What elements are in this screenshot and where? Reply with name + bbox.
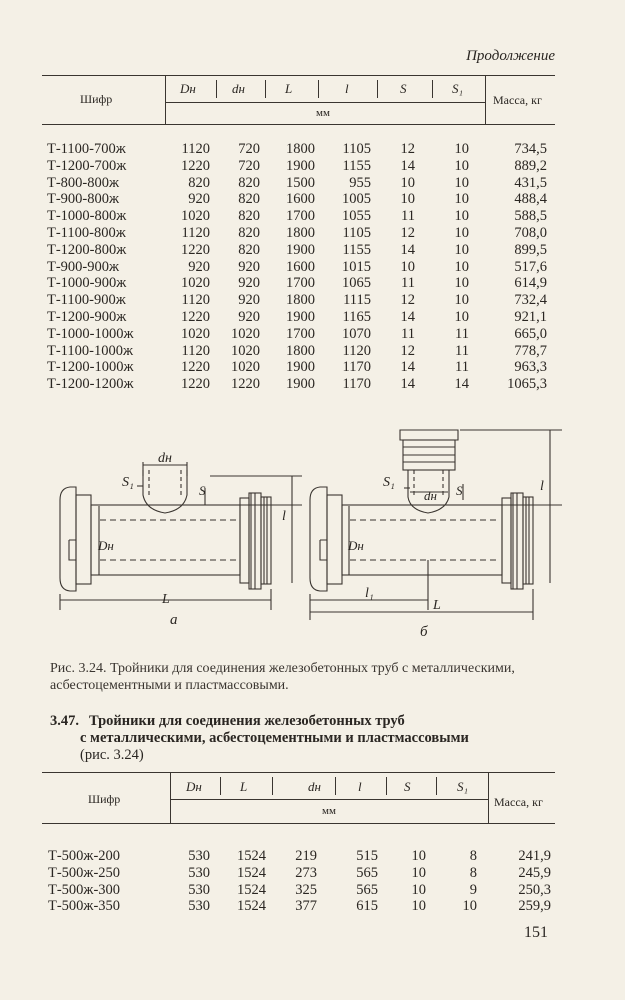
cell-dn: 720 [238, 141, 260, 157]
cell-l: 1165 [342, 309, 371, 325]
cell-dn: 1020 [231, 325, 260, 342]
cell-code: Т-1200-700ж [47, 157, 127, 174]
cell-Dn: 1220 [181, 309, 210, 325]
fig-a-S1: S₁ [122, 475, 134, 490]
cell-mass: 963,3 [514, 359, 547, 376]
cell-L: 1700 [286, 275, 315, 292]
cell-l: 1070 [342, 325, 371, 342]
cell-L: 1900 [286, 309, 315, 325]
cell-mass: 245,9 [518, 864, 551, 881]
fig-b-L: L [433, 598, 441, 613]
cell-l: 565 [356, 864, 378, 881]
cell-code: Т-1200-900ж [47, 309, 127, 325]
section-title-line2: с металлическими, асбестоцементными и пластмассовыми [80, 730, 469, 746]
section-title-line1: Тройники для соединения железобетонных труб [89, 713, 405, 729]
table-row [0, 848, 625, 865]
cell-L: 1524 [237, 848, 266, 864]
t1-header-S: S [400, 81, 407, 96]
cell-S1: 10 [454, 309, 469, 325]
table-row [0, 208, 625, 225]
table-row [0, 175, 625, 192]
cell-S1: 8 [469, 864, 477, 881]
cell-S1: 10 [454, 225, 469, 241]
cell-mass: 665,0 [514, 325, 547, 342]
cell-code: Т-900-900ж [47, 258, 120, 275]
cell-mass: 921,1 [514, 309, 547, 325]
t1-header-code: Шифр [80, 92, 113, 106]
cell-mass: 488,4 [514, 191, 547, 208]
cell-mass: 517,6 [514, 258, 547, 275]
cell-S1: 10 [454, 241, 469, 258]
cell-L: 1900 [286, 241, 315, 258]
cell-Dn: 1120 [181, 225, 210, 241]
fig-b-l: l [540, 479, 544, 494]
cell-L: 1524 [237, 898, 266, 915]
cell-L: 1700 [286, 325, 315, 342]
table-row [0, 242, 625, 259]
cell-dn: 273 [295, 864, 317, 881]
cell-Dn: 530 [188, 898, 210, 915]
fig-a-Dn: Dн [98, 538, 114, 553]
cell-dn: 720 [238, 157, 260, 174]
cell-dn: 1220 [231, 376, 260, 393]
cell-mass: 899,5 [514, 241, 547, 258]
cell-L: 1700 [286, 208, 315, 225]
cell-code: Т-1000-1000ж [47, 325, 134, 342]
fig-b-S1: S₁ [383, 475, 395, 490]
table-row [0, 343, 625, 360]
section-number: 3.47. [50, 713, 79, 729]
cell-code: Т-500ж-200 [48, 848, 121, 864]
continuation-label: Продолжение [466, 48, 555, 64]
t1-header-L: L [285, 81, 293, 96]
cell-S: 11 [401, 325, 415, 342]
cell-L: 1524 [237, 864, 266, 881]
cell-S1: 14 [454, 376, 469, 393]
table-row [0, 141, 625, 158]
cell-S: 12 [400, 342, 415, 359]
cell-S: 14 [400, 376, 415, 393]
table-row [0, 275, 625, 292]
cell-mass: 588,5 [514, 208, 547, 225]
fig-a-l: l [282, 509, 286, 524]
fig-b-Dn: Dн [348, 538, 364, 553]
t2-header-Dn: Dн [186, 779, 202, 794]
table-row [0, 376, 625, 393]
cell-S: 11 [401, 275, 415, 292]
fig-b-S: S [456, 483, 463, 498]
cell-L: 1600 [286, 258, 315, 275]
fig-a-label: а [170, 612, 178, 628]
cell-L: 1600 [286, 191, 315, 208]
table-row [0, 292, 625, 309]
cell-dn: 377 [295, 898, 317, 915]
cell-dn: 820 [238, 174, 260, 191]
t2-header-unit: мм [322, 805, 336, 817]
cell-S1: 10 [462, 898, 477, 915]
cell-l: 615 [356, 898, 378, 915]
cell-S1: 10 [454, 292, 469, 309]
cell-Dn: 1120 [181, 292, 210, 309]
section-title-line3: (рис. 3.24) [80, 747, 144, 763]
cell-L: 1800 [286, 141, 315, 157]
t2-header-dn: dн [308, 779, 321, 794]
cell-mass: 778,7 [514, 342, 547, 359]
table-row [0, 359, 625, 376]
t2-header-l: l [358, 779, 362, 794]
cell-S: 10 [411, 864, 426, 881]
cell-mass: 734,5 [514, 141, 547, 157]
cell-dn: 920 [238, 309, 260, 325]
fig-a-S: S [199, 483, 206, 498]
cell-L: 1900 [286, 359, 315, 376]
cell-S: 12 [400, 292, 415, 309]
cell-code: Т-500ж-350 [48, 898, 121, 915]
cell-mass: 1065,3 [507, 376, 547, 393]
cell-dn: 820 [238, 225, 260, 241]
t2-header-code: Шифр [88, 792, 121, 806]
cell-S: 12 [400, 141, 415, 157]
table-row [0, 882, 625, 899]
cell-dn: 920 [238, 258, 260, 275]
cell-S1: 8 [469, 848, 477, 864]
cell-l: 1005 [342, 191, 371, 208]
cell-S: 10 [400, 174, 415, 191]
cell-S1: 10 [454, 157, 469, 174]
cell-S1: 10 [454, 141, 469, 157]
cell-code: Т-1200-800ж [47, 241, 127, 258]
cell-dn: 325 [295, 881, 317, 898]
cell-mass: 708,0 [514, 225, 547, 241]
cell-code: Т-1100-800ж [47, 225, 126, 241]
cell-S: 14 [400, 359, 415, 376]
cell-code: Т-1200-1000ж [47, 359, 134, 376]
table-row [0, 191, 625, 208]
cell-L: 1800 [286, 342, 315, 359]
cell-Dn: 530 [188, 848, 210, 864]
cell-code: Т-500ж-300 [48, 881, 121, 898]
t1-header-dn: dн [232, 81, 245, 96]
table-row [0, 158, 625, 175]
fig-b-dn: dн [424, 488, 437, 503]
cell-S1: 10 [454, 275, 469, 292]
cell-code: Т-1000-900ж [47, 275, 127, 292]
table-row [0, 309, 625, 326]
cell-S: 14 [400, 309, 415, 325]
cell-code: Т-1100-1000ж [47, 342, 133, 359]
cell-L: 1524 [237, 881, 266, 898]
cell-dn: 219 [295, 848, 317, 864]
t1-header-unit: мм [316, 107, 330, 119]
cell-S1: 10 [454, 258, 469, 275]
cell-S: 10 [411, 848, 426, 864]
fig-a-L: L [162, 592, 170, 607]
cell-Dn: 530 [188, 881, 210, 898]
figure-caption: Рис. 3.24. Тройники для соединения железобетонных труб с металлическими, асбестоцементными и пластмассовыми. [50, 661, 515, 693]
cell-S1: 10 [454, 208, 469, 225]
cell-Dn: 530 [188, 864, 210, 881]
cell-L: 1900 [286, 376, 315, 393]
t2-header-S: S [404, 779, 411, 794]
cell-mass: 241,9 [518, 848, 551, 864]
cell-code: Т-500ж-250 [48, 864, 121, 881]
cell-S: 14 [400, 157, 415, 174]
cell-Dn: 1220 [181, 359, 210, 376]
fig-b-label: б [420, 624, 428, 640]
cell-l: 1115 [343, 292, 371, 309]
cell-L: 1900 [286, 157, 315, 174]
tee-drawing-b [310, 430, 562, 620]
cell-code: Т-1000-800ж [47, 208, 127, 225]
cell-l: 1170 [342, 359, 371, 376]
cell-code: Т-1100-700ж [47, 141, 126, 157]
cell-S1: 11 [455, 359, 469, 376]
cell-l: 1015 [342, 258, 371, 275]
cell-L: 1500 [286, 174, 315, 191]
cell-dn: 1020 [231, 342, 260, 359]
table-row [0, 326, 625, 343]
cell-Dn: 1120 [181, 141, 210, 157]
cell-mass: 250,3 [518, 881, 551, 898]
cell-Dn: 820 [188, 174, 210, 191]
cell-l: 1105 [342, 141, 371, 157]
cell-dn: 920 [238, 275, 260, 292]
cell-l: 1120 [342, 342, 371, 359]
cell-Dn: 1220 [181, 157, 210, 174]
table-row [0, 865, 625, 882]
cell-S: 10 [400, 191, 415, 208]
cell-S1: 11 [455, 325, 469, 342]
fig-b-l1: l₁ [365, 586, 374, 601]
cell-dn: 820 [238, 241, 260, 258]
tee-drawing [0, 420, 625, 650]
cell-dn: 820 [238, 191, 260, 208]
cell-Dn: 1020 [181, 208, 210, 225]
cell-S: 14 [400, 241, 415, 258]
table-row [0, 259, 625, 276]
cell-S1: 11 [455, 342, 469, 359]
cell-l: 515 [356, 848, 378, 864]
cell-mass: 431,5 [514, 174, 547, 191]
cell-l: 1170 [342, 376, 371, 393]
cell-S1: 9 [469, 881, 477, 898]
cell-dn: 820 [238, 208, 260, 225]
t2-header-L: L [240, 779, 248, 794]
cell-mass: 259,9 [518, 898, 551, 915]
cell-dn: 1020 [231, 359, 260, 376]
cell-mass: 889,2 [514, 157, 547, 174]
cell-S: 12 [400, 225, 415, 241]
cell-mass: 614,9 [514, 275, 547, 292]
cell-S: 10 [411, 898, 426, 915]
cell-code: Т-900-800ж [47, 191, 120, 208]
cell-l: 565 [356, 881, 378, 898]
cell-L: 1800 [286, 225, 315, 241]
cell-code: Т-800-800ж [47, 174, 120, 191]
t1-header-S1: S₁ [452, 81, 464, 96]
t2-header-mass: Масса, кг [494, 795, 543, 809]
cell-l: 1105 [342, 225, 371, 241]
cell-mass: 732,4 [514, 292, 547, 309]
cell-dn: 920 [238, 292, 260, 309]
cell-S: 11 [401, 208, 415, 225]
cell-Dn: 1220 [181, 241, 210, 258]
cell-code: Т-1100-900ж [47, 292, 126, 309]
cell-l: 1155 [342, 157, 371, 174]
cell-Dn: 920 [188, 258, 210, 275]
cell-Dn: 1020 [181, 275, 210, 292]
cell-S: 10 [400, 258, 415, 275]
cell-l: 955 [349, 174, 371, 191]
fig-a-dn: dн [158, 451, 172, 466]
t2-header-S1: S₁ [457, 779, 469, 794]
table-row [0, 225, 625, 242]
t1-header-Dn: Dн [180, 81, 196, 96]
cell-Dn: 1120 [181, 342, 210, 359]
tee-drawing-a [60, 462, 302, 610]
cell-code: Т-1200-1200ж [47, 376, 134, 393]
cell-L: 1800 [286, 292, 315, 309]
page-number: 151 [524, 924, 548, 941]
cell-Dn: 1220 [181, 376, 210, 393]
cell-l: 1055 [342, 208, 371, 225]
cell-l: 1065 [342, 275, 371, 292]
cell-l: 1155 [342, 241, 371, 258]
cell-Dn: 1020 [181, 325, 210, 342]
t1-header-mass: Масса, кг [493, 93, 542, 107]
cell-S: 10 [411, 881, 426, 898]
table-row [0, 898, 625, 915]
cell-Dn: 920 [188, 191, 210, 208]
cell-S1: 10 [454, 191, 469, 208]
t1-header-l: l [345, 81, 349, 96]
cell-S1: 10 [454, 174, 469, 191]
